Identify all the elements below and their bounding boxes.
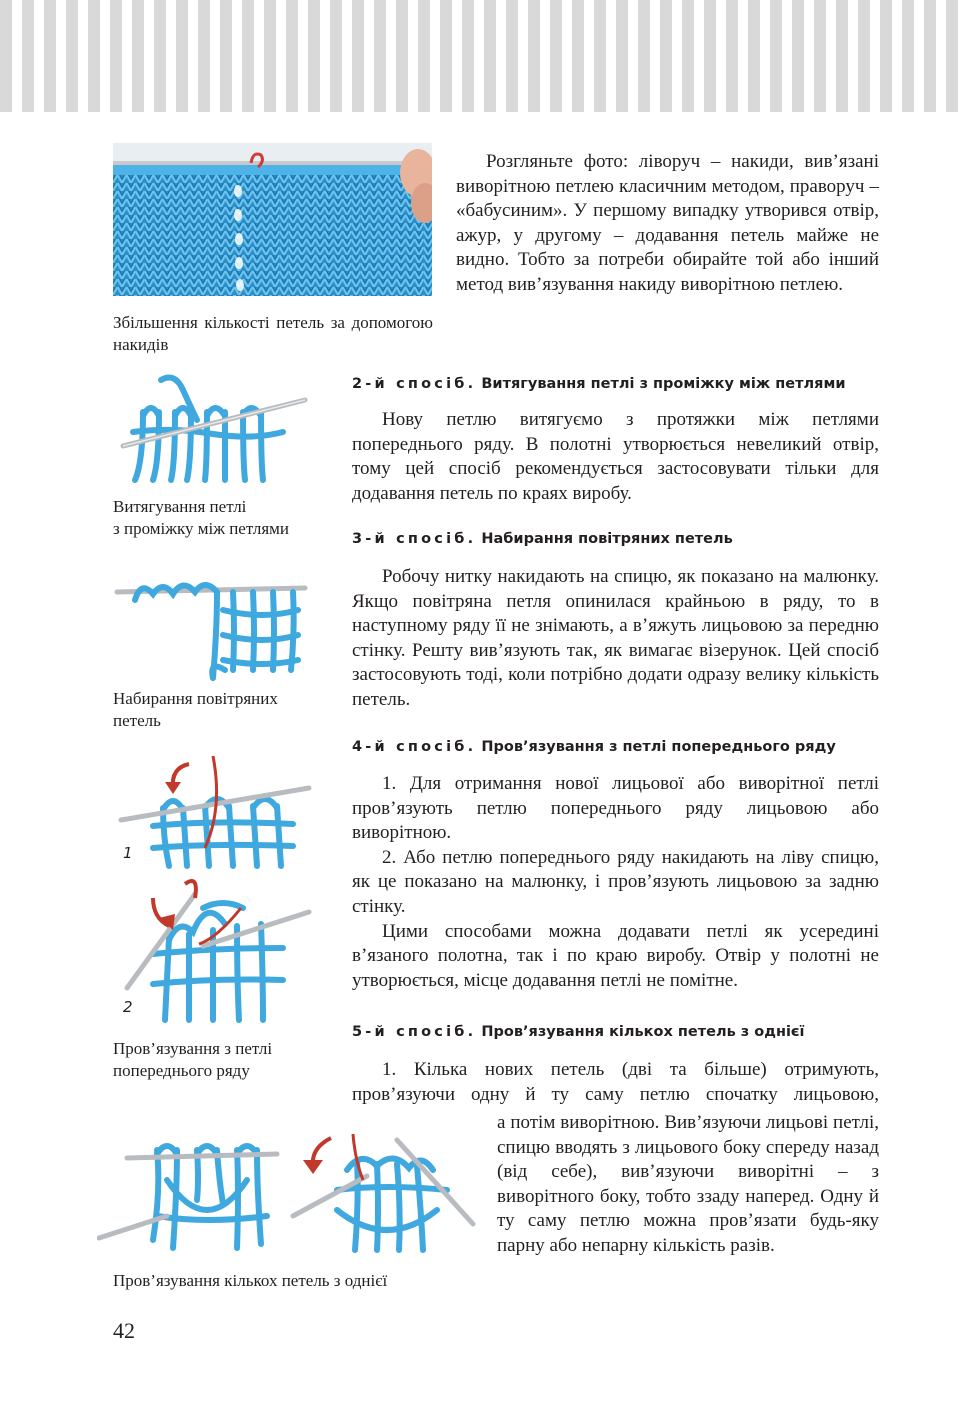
figure-caption-2: [113, 496, 289, 540]
section-title: Пров’язування з петлі попереднього ряду: [481, 739, 836, 755]
intro-text: Розгляньте фото: ліворуч – накиди, вив’язані виворітною петлею класичним методом, праворуч – «бабусиним». У першому випадку утворився отвір, ажур, у другому – додавання петель майже не видно. Тобто за потреби обирайте той або інший метод вив’язування накиду виворітною петлею.: [456, 151, 879, 295]
caption-line: Набирання повітряних: [113, 689, 278, 708]
section-title: Витягування петлі з проміжку між петлями: [481, 376, 846, 392]
caption-line: Витягування петлі: [113, 497, 247, 516]
paragraph: Робочу нитку накидають на спицю, як показано на малюнку. Якщо повітряна петля опинилася крайньою в ряду, то в наступному ряду її не знімають, а в’яжуть лицьовою за передню стінку. Решту вив’язують так, як вимагає візерунок. Цей спосіб застосовують тоді, коли потрібно додати одразу велику кількість петель.: [352, 566, 879, 710]
section-body-2: [352, 408, 879, 506]
section-body-5-rest: [497, 1111, 879, 1259]
section-heading-5: [352, 1022, 805, 1042]
paragraph: 1. Кілька нових петель (дві та більше) отримують, пров’язуючи одну й ту саму петлю спочатку лицьовою,: [352, 1059, 879, 1105]
figure-label-1: 1: [123, 844, 133, 862]
section-heading-3: [352, 529, 733, 549]
paragraph: Цими способами можна додавати петлі як усередині в’язаного полотна, так і по краю виробу. Отвір у полотні не утворюється, місце додавання петлі не помітне.: [352, 920, 879, 991]
figure-caption-5: Пров’язування кількох петель з однієї: [113, 1271, 388, 1290]
paragraph: а потім виворітною. Вив’язуючи лицьові петлі, спицю вводять з лицьового боку спереду назад (від себе), вив’язуючи виворітні – з виворітного боку, тобто ззаду наперед. Одну й ту саму петлю можна пров’язати будь-яку парну або непарну кількість разів.: [497, 1112, 879, 1256]
caption-line: Пров’язування з петлі: [113, 1039, 273, 1058]
section-label: 3-й спосіб.: [352, 531, 477, 547]
figure-multiple-from-one: [97, 1120, 477, 1270]
section-title: Набирання повітряних петель: [481, 531, 733, 547]
section-heading-2: [352, 374, 846, 394]
caption-line: петель: [113, 711, 161, 730]
caption-line: попереднього ряду: [113, 1061, 250, 1080]
section-label: 5-й спосіб.: [352, 1024, 477, 1040]
section-label: 4-й спосіб.: [352, 739, 477, 755]
paragraph: 2. Або петлю попереднього ряду накидають на ліву спицю, як це показано на малюнку, і пров’язують лицьовою за задню стінку.: [352, 846, 879, 917]
figure-from-previous-row: [113, 748, 313, 1026]
figure-label-2: 2: [123, 998, 133, 1016]
section-body-3: [352, 565, 879, 713]
section-body-4: [352, 772, 879, 993]
photo-caption: Збільшення кількості петель за допомогою накидів: [113, 313, 433, 354]
figure-chain-loops: [113, 570, 313, 682]
page-number: 42: [113, 1318, 135, 1343]
figure-caption-3: [113, 688, 278, 732]
header-stripes: [0, 0, 963, 112]
figure-caption-4: [113, 1038, 272, 1082]
intro-paragraph: [456, 150, 879, 298]
caption-line: з проміжку між петлями: [113, 519, 290, 538]
paragraph: Нову петлю витягуємо з протяжки між петлями попереднього ряду. В полотні утворюється невеликий отвір, тому цей спосіб рекомендується застосовувати тільки для додавання петель по краях виробу.: [352, 409, 879, 504]
section-heading-4: [352, 737, 836, 757]
paragraph: 1. Для отримання нової лицьової або виворітної петлі пров’язують петлю попереднього ряду лицьовою або виворітною.: [352, 773, 879, 844]
figure-loop-from-gap: [113, 372, 313, 484]
section-title: Пров’язування кількох петель з однієї: [481, 1024, 805, 1040]
section-label: 2-й спосіб.: [352, 376, 477, 392]
section-body-5-start: [352, 1058, 879, 1107]
knitting-photo: [113, 143, 432, 296]
